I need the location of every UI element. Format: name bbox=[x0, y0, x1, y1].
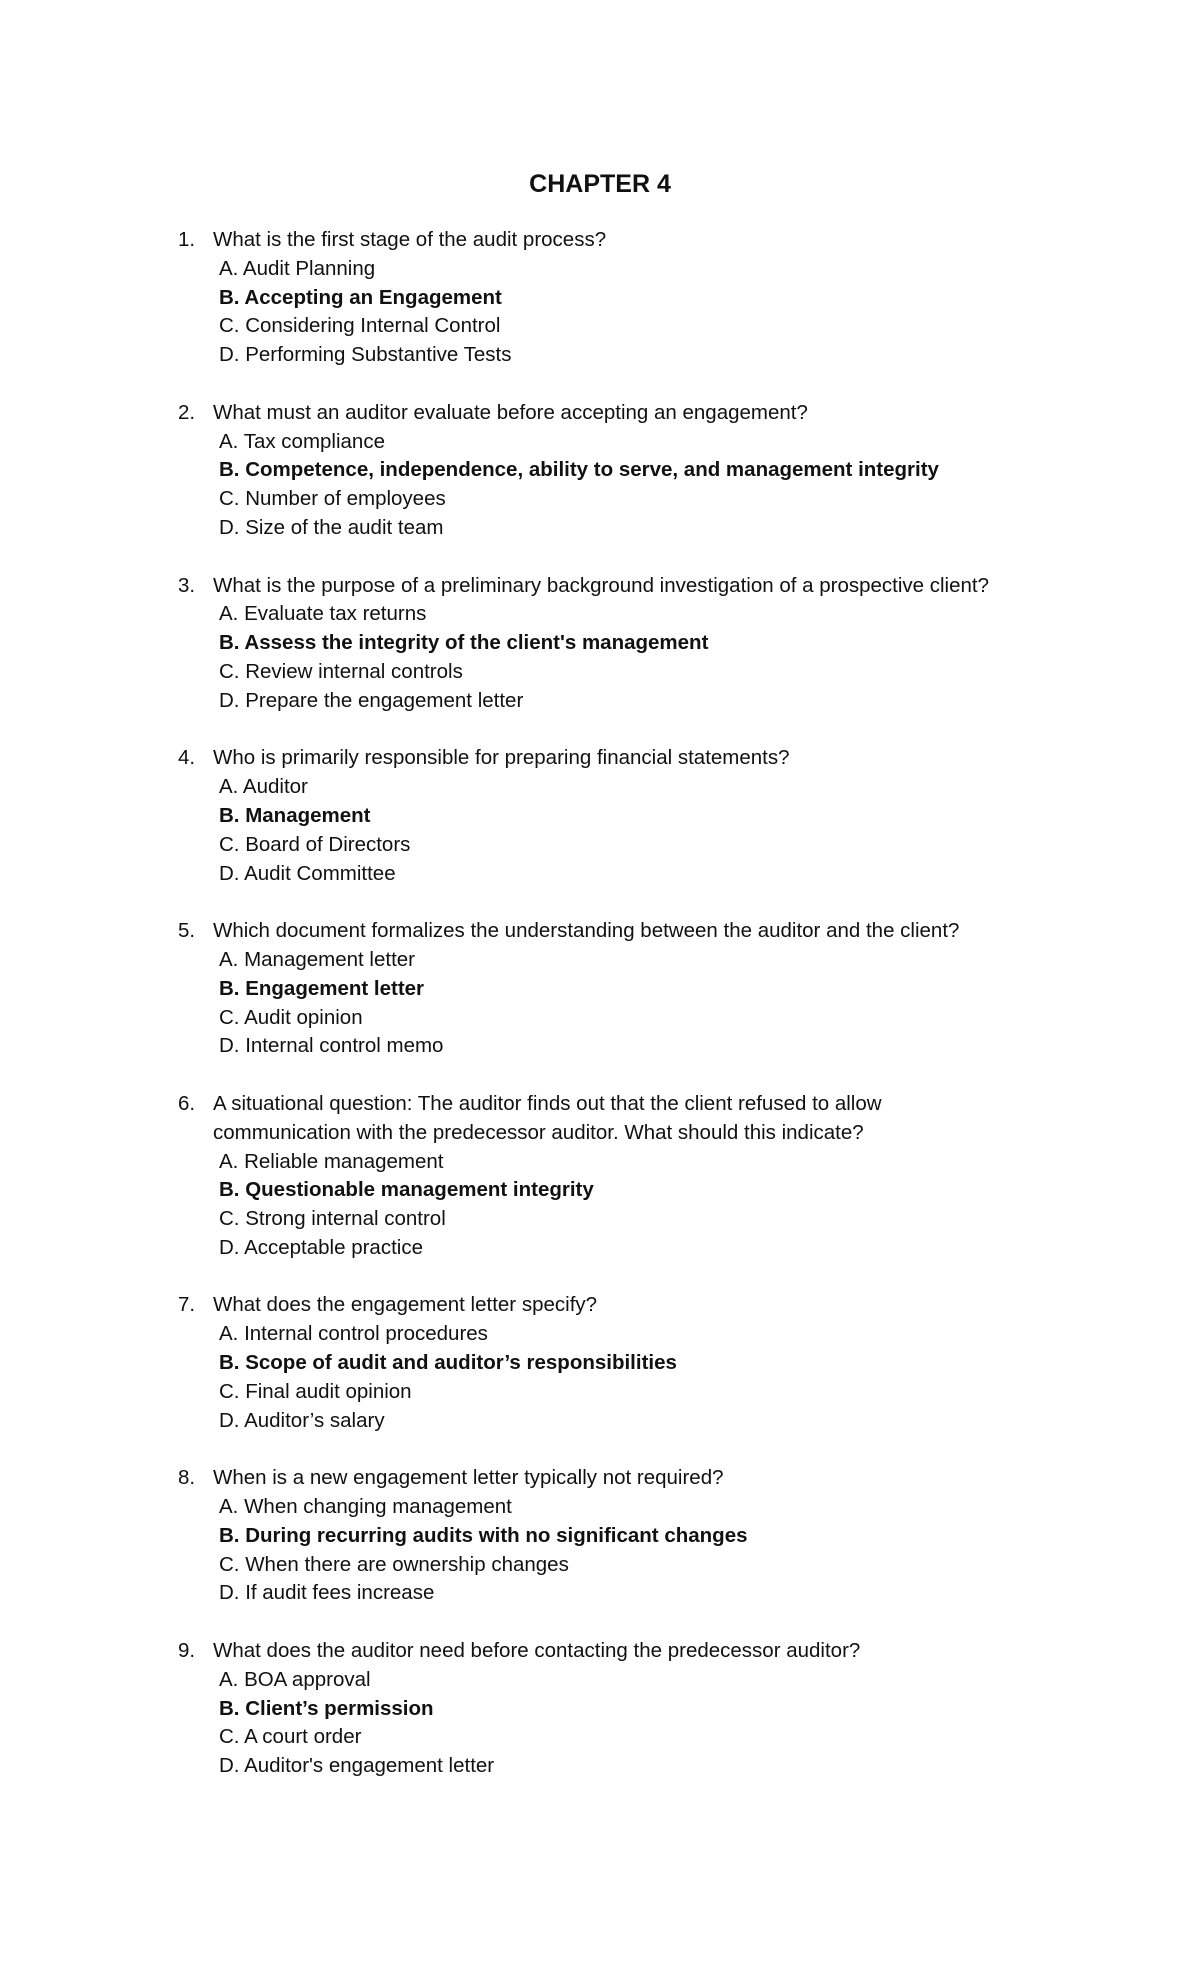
answer-option: D. Auditor's engagement letter bbox=[219, 1754, 495, 1778]
answer-option: D. Auditor’s salary bbox=[219, 1408, 385, 1432]
question-list bbox=[0, 226, 1200, 1810]
question-text: What is the first stage of the audit process? bbox=[213, 228, 607, 251]
answer-option: C. Considering Internal Control bbox=[219, 314, 501, 338]
question-text: communication with the predecessor auditor. What should this indicate? bbox=[213, 1120, 864, 1144]
question-text: What does the auditor need before contacting the predecessor auditor? bbox=[213, 1639, 861, 1663]
question-text: A situational question: The auditor finds out that the client refused to allow bbox=[213, 1091, 882, 1115]
question-item bbox=[0, 399, 1200, 543]
question-line bbox=[0, 1464, 1200, 1493]
answer-option-correct: B. Questionable management integrity bbox=[219, 1178, 594, 1202]
answer-option-correct: B. Accepting an Engagement bbox=[219, 285, 502, 309]
question-line bbox=[0, 1291, 1200, 1320]
answer-option: A. Auditor bbox=[219, 775, 308, 799]
question-line bbox=[0, 1637, 1200, 1666]
answer-option: A. Evaluate tax returns bbox=[219, 602, 427, 626]
answer-option: D. Acceptable practice bbox=[219, 1235, 423, 1259]
question-item bbox=[0, 1291, 1200, 1435]
question-line bbox=[0, 1090, 1200, 1119]
answer-option: C. Review internal controls bbox=[219, 659, 463, 683]
question-number: 6. bbox=[178, 1091, 196, 1115]
question-text: Which document formalizes the understanding between the auditor and the client? bbox=[213, 919, 960, 943]
question-text: What must an auditor evaluate before accepting an engagement? bbox=[213, 400, 808, 424]
question-number: 9. bbox=[178, 1639, 196, 1663]
answer-option: A. Internal control procedures bbox=[219, 1322, 488, 1346]
answer-option: A. When changing management bbox=[219, 1495, 512, 1519]
chapter-title: CHAPTER 4 bbox=[529, 170, 671, 198]
question-number: 5. bbox=[178, 919, 196, 943]
answer-option: C. Board of Directors bbox=[219, 832, 411, 856]
answer-option: A. Reliable management bbox=[219, 1149, 444, 1173]
question-item bbox=[0, 917, 1200, 1061]
answer-option-correct: B. Management bbox=[219, 803, 371, 827]
answer-option: D. Audit Committee bbox=[219, 861, 396, 885]
question-number: 7. bbox=[178, 1293, 196, 1317]
question-item bbox=[0, 1090, 1200, 1263]
question-line bbox=[0, 744, 1200, 773]
answer-option-correct: B. During recurring audits with no significant changes bbox=[219, 1523, 748, 1547]
question-number: 2. bbox=[178, 400, 196, 424]
answer-option-correct: B. Engagement letter bbox=[219, 976, 425, 1000]
question-line bbox=[0, 572, 1200, 601]
answer-option: A. Tax compliance bbox=[219, 429, 385, 453]
question-text: Who is primarily responsible for preparing financial statements? bbox=[213, 746, 790, 770]
answer-option: C. Audit opinion bbox=[219, 1005, 363, 1029]
answer-option: A. BOA approval bbox=[219, 1667, 371, 1691]
question-item bbox=[0, 226, 1200, 370]
question-text: What does the engagement letter specify? bbox=[213, 1293, 598, 1317]
question-line bbox=[0, 1119, 1200, 1148]
question-line bbox=[0, 226, 1200, 255]
question-number: 4. bbox=[178, 746, 196, 770]
answer-option: C. Strong internal control bbox=[219, 1207, 446, 1231]
answer-option-correct: B. Client’s permission bbox=[219, 1696, 434, 1720]
answer-option-correct: B. Scope of audit and auditor’s responsibilities bbox=[219, 1351, 677, 1375]
answer-option-correct: B. Assess the integrity of the client's management bbox=[219, 631, 709, 655]
question-line bbox=[0, 917, 1200, 946]
question-number: 8. bbox=[178, 1466, 196, 1490]
question-number: 1. bbox=[178, 228, 196, 251]
answer-option: D. Size of the audit team bbox=[219, 515, 444, 539]
answer-option: C. Number of employees bbox=[219, 487, 446, 511]
question-item bbox=[0, 1637, 1200, 1781]
question-item bbox=[0, 572, 1200, 716]
answer-option: A. Audit Planning bbox=[219, 256, 376, 280]
question-number: 3. bbox=[178, 573, 196, 597]
answer-option: C. A court order bbox=[219, 1725, 362, 1749]
question-item bbox=[0, 1464, 1200, 1608]
answer-option-correct: B. Competence, independence, ability to serve, and management integrity bbox=[219, 458, 939, 482]
answer-option: D. Prepare the engagement letter bbox=[219, 688, 524, 712]
question-line bbox=[0, 399, 1200, 428]
answer-option: C. When there are ownership changes bbox=[219, 1552, 569, 1576]
answer-option: A. Management letter bbox=[219, 947, 415, 971]
answer-option: D. Performing Substantive Tests bbox=[219, 343, 512, 367]
answer-option: D. If audit fees increase bbox=[219, 1581, 435, 1605]
answer-option: C. Final audit opinion bbox=[219, 1379, 412, 1403]
question-item bbox=[0, 744, 1200, 888]
question-text: What is the purpose of a preliminary background investigation of a prospective client? bbox=[213, 573, 990, 597]
answer-option: D. Internal control memo bbox=[219, 1034, 444, 1058]
question-text: When is a new engagement letter typically not required? bbox=[213, 1466, 724, 1490]
